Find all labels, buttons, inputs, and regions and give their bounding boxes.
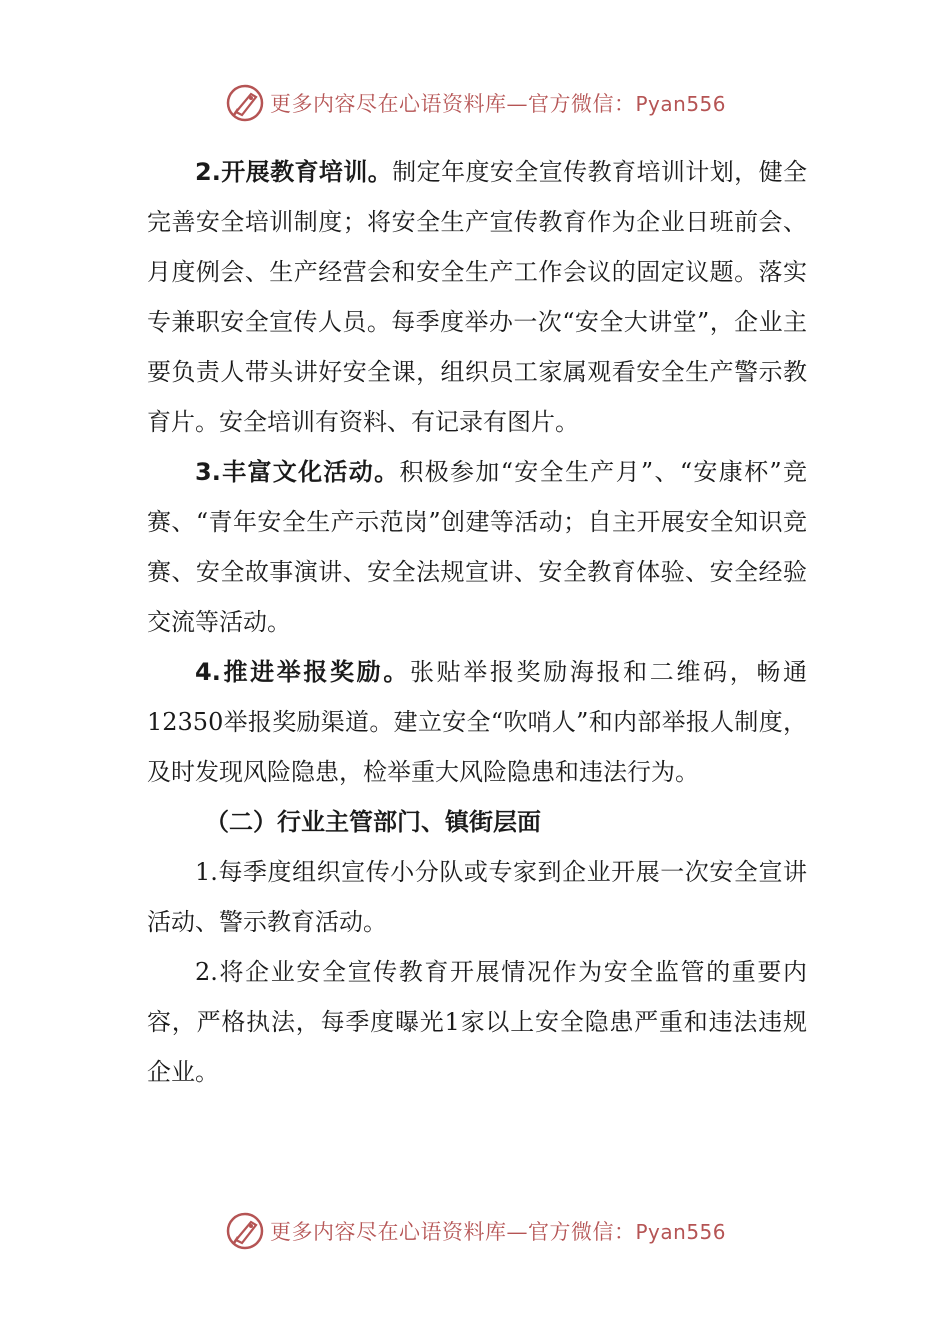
document-body (147, 147, 807, 1097)
paragraph-culture (147, 447, 807, 647)
footer-watermark (0, 1206, 950, 1256)
paragraph-reporting (147, 647, 807, 797)
paragraph-heading: 3.丰富文化活动。 (195, 458, 400, 486)
watermark-text: 更多内容尽在心语资料库—官方微信：Pyan556 (269, 92, 726, 116)
paragraph-text: 积极参加“安全生产月”、“安康杯”竞赛、“青年安全生产示范岗”创建等活动；自主开展安全知识竞赛、安全故事演讲、安全法规宣讲、安全教育体验、安全经验交流等活动。 (147, 458, 807, 636)
paragraph-heading: 2.开展教育培训。 (195, 158, 393, 186)
paragraph-heading: 4.推进举报奖励。 (195, 658, 410, 686)
pen-nib-logo-icon (224, 1210, 266, 1252)
section-title: （二）行业主管部门、镇街层面 (205, 808, 541, 836)
pen-nib-logo-icon (224, 82, 266, 124)
watermark-text: 更多内容尽在心语资料库—官方微信：Pyan556 (269, 1220, 726, 1244)
paragraph-text: 制定年度安全宣传教育培训计划，健全完善安全培训制度；将安全生产宣传教育作为企业日班前会、月度例会、生产经营会和安全生产工作会议的固定议题。落实专兼职安全宣传人员。每季度举办一次“安全大讲堂”，企业主要负责人带头讲好安全课，组织员工家属观看安全生产警示教育片。安全培训有资料、有记录有图片。 (147, 158, 807, 436)
paragraph-text: 张贴举报奖励海报和二维码，畅通12350举报奖励渠道。建立安全“吹哨人”和内部举报人制度，及时发现风险隐患，检举重大风险隐患和违法行为。 (147, 658, 808, 786)
header-watermark (0, 78, 950, 128)
paragraph-training (147, 147, 807, 447)
list-item: 2.将企业安全宣传教育开展情况作为安全监管的重要内容，严格执法，每季度曝光1家以上安全隐患严重和违法违规企业。 (147, 958, 807, 1086)
list-item: 1.每季度组织宣传小分队或专家到企业开展一次安全宣讲活动、警示教育活动。 (147, 858, 807, 936)
